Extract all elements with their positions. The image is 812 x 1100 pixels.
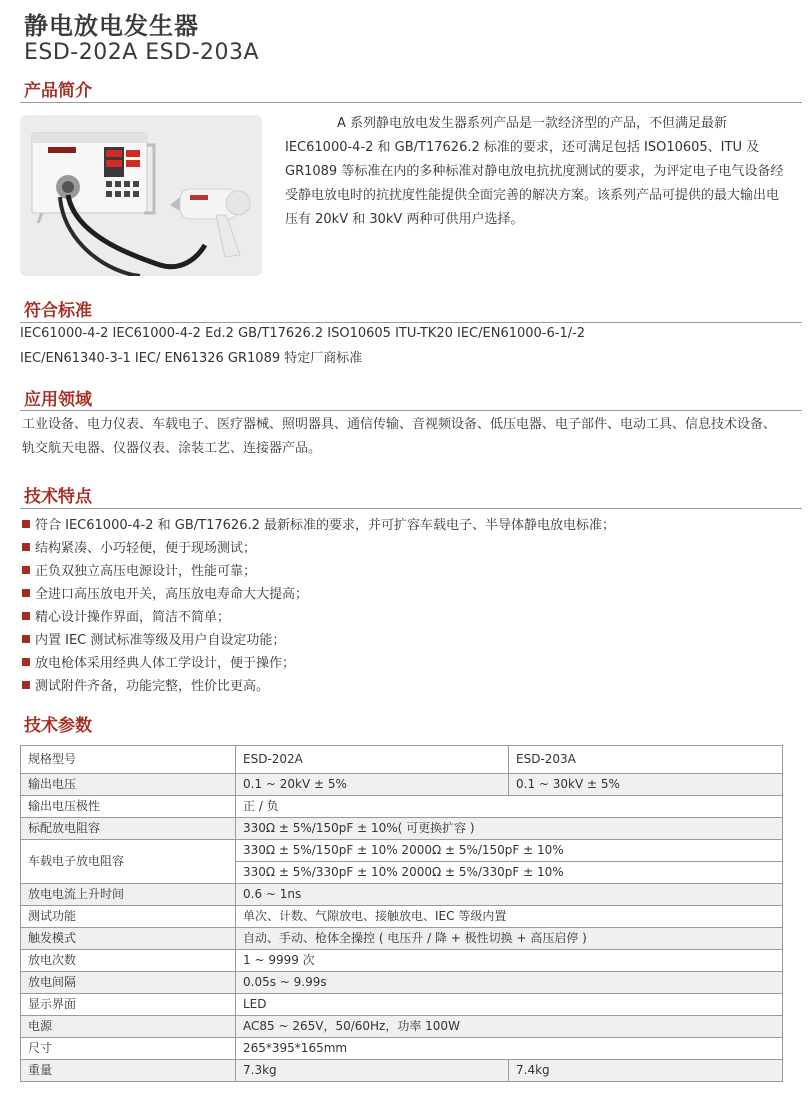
model-numbers: ESD-202A ESD-203A (24, 40, 260, 65)
row-value: 0.1 ~ 20kV ± 5% (236, 774, 509, 796)
specs-table (20, 745, 783, 1082)
bullet-square-icon (22, 543, 30, 551)
table-row (21, 818, 783, 840)
row-label: 放电电流上升时间 (21, 884, 236, 906)
standards-heading: 符合标准 (24, 301, 92, 321)
bullet-square-icon (22, 658, 30, 666)
row-value: 7.4kg (509, 1060, 783, 1082)
applications-text: 工业设备、电力仪表、车载电子、医疗器械、照明器具、通信传输、音视频设备、低压电器、电子部件、电动工具、信息技术设备、轨交航天电器、仪器仪表、涂装工艺、连接器产品。 (22, 417, 777, 456)
row-label: 触发模式 (21, 928, 236, 950)
table-row (21, 906, 783, 928)
list-item: 符合 IEC61000-4-2 和 GB/T17626.2 最新标准的要求，并可扩容车载电子、半导体静电放电标准； (22, 514, 802, 537)
page-title: 静电放电发生器 (24, 12, 199, 40)
row-label: 输出电压 (21, 774, 236, 796)
standards-line-2: IEC/EN61340-3-1 IEC/ EN61326 GR1089 特定厂商标准 (20, 351, 363, 366)
row-value: LED (236, 994, 783, 1016)
list-item: 结构紧凑、小巧轻便，便于现场测试； (22, 537, 802, 560)
row-label: 测试功能 (21, 906, 236, 928)
row-value: 330Ω ± 5%/330pF ± 10% 2000Ω ± 5%/330pF ± 10% (236, 862, 783, 884)
row-value: 正 / 负 (236, 796, 783, 818)
intro-paragraph: A 系列静电放电发生器系列产品是一款经济型的产品，不但满足最新IEC61000-4-2 和 GB/T17626.2 标准的要求，还可满足包括 ISO10605、ITU 及 GR1089 等标准在内的多种标准对静电放电抗扰度测试的要求，为评定电子电气设备经受静电放电时的抗扰度性能提供全面完善的解决方案。该系列产品可提供的最大输出电压有 20kV 和 30kV 两种可供用户选择。 (285, 116, 784, 227)
row-label: 重量 (21, 1060, 236, 1082)
applications-heading: 应用领域 (24, 390, 92, 410)
row-value: 330Ω ± 5%/150pF ± 10% 2000Ω ± 5%/150pF ± 10% (236, 840, 783, 862)
bullet-square-icon (22, 520, 30, 528)
row-label: 车载电子放电阻容 (21, 840, 236, 884)
table-row (21, 840, 783, 862)
bullet-square-icon (22, 612, 30, 620)
bullet-square-icon (22, 589, 30, 597)
table-row (21, 796, 783, 818)
row-label: 尺寸 (21, 1038, 236, 1060)
table-header-cell: ESD-203A (509, 746, 783, 774)
table-row (21, 994, 783, 1016)
row-value: 330Ω ± 5%/150pF ± 10%( 可更换扩容 ) (236, 818, 783, 840)
table-header-row (21, 746, 783, 774)
row-label: 标配放电阻容 (21, 818, 236, 840)
row-value: 7.3kg (236, 1060, 509, 1082)
row-label: 输出电压极性 (21, 796, 236, 818)
bullet-square-icon (22, 635, 30, 643)
list-item: 测试附件齐备，功能完整，性价比更高。 (22, 675, 802, 698)
row-label: 放电次数 (21, 950, 236, 972)
specs-heading: 技术参数 (24, 716, 92, 736)
table-row (21, 928, 783, 950)
row-value: 自动、手动、枪体全操控 ( 电压升 / 降 + 极性切换 + 高压启停 ) (236, 928, 783, 950)
row-label: 电源 (21, 1016, 236, 1038)
row-value: 0.1 ~ 30kV ± 5% (509, 774, 783, 796)
list-item: 全进口高压放电开关，高压放电寿命大大提高； (22, 583, 802, 606)
table-row (21, 884, 783, 906)
list-item: 放电枪体采用经典人体工学设计，便于操作； (22, 652, 802, 675)
table-row (21, 1060, 783, 1082)
table-header-cell: ESD-202A (236, 746, 509, 774)
features-divider (20, 508, 802, 509)
feature-list (22, 514, 802, 698)
row-value: 0.6 ~ 1ns (236, 884, 783, 906)
applications-divider (20, 410, 802, 411)
row-value: 0.05s ~ 9.99s (236, 972, 783, 994)
list-item: 精心设计操作界面，简洁不简单； (22, 606, 802, 629)
list-item: 正负双独立高压电源设计，性能可靠； (22, 560, 802, 583)
bullet-square-icon (22, 566, 30, 574)
table-row (21, 950, 783, 972)
bullet-square-icon (22, 681, 30, 689)
generator-unit-illustration (32, 133, 154, 223)
table-row (21, 1016, 783, 1038)
table-header-cell: 规格型号 (21, 746, 236, 774)
list-item: 内置 IEC 测试标准等级及用户自设定功能； (22, 629, 802, 652)
features-heading: 技术特点 (24, 487, 92, 507)
row-value: AC85 ~ 265V，50/60Hz，功率 100W (236, 1016, 783, 1038)
row-value: 265*395*165mm (236, 1038, 783, 1060)
row-label: 显示界面 (21, 994, 236, 1016)
table-row (21, 1038, 783, 1060)
row-value: 单次、计数、气隙放电、接触放电、IEC 等级内置 (236, 906, 783, 928)
row-value: 1 ~ 9999 次 (236, 950, 783, 972)
intro-heading: 产品简介 (24, 81, 92, 101)
row-label: 放电间隔 (21, 972, 236, 994)
table-row (21, 972, 783, 994)
intro-divider (20, 102, 802, 103)
product-photo (20, 115, 262, 276)
standards-line-1: IEC61000-4-2 IEC61000-4-2 Ed.2 GB/T17626.2 ISO10605 ITU-TK20 IEC/EN61000-6-1/-2 (20, 326, 586, 341)
table-row (21, 774, 783, 796)
